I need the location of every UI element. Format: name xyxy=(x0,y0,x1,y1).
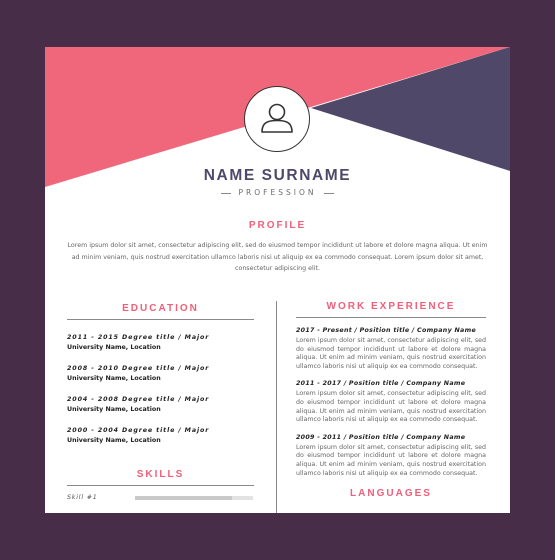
profile-text: Lorem ipsum dolor sit amet, consectetur adipiscing elit, sed do eiusmod tempor incididunt ut labore et dolore magna aliqua. Ut enim ad minim veniam, quis nostrud exercitation ullamco laboris nisi ut aliquip ex ea commodo consequat. Lorem ipsum dolor sit amet, consectetur adipiscing elit. xyxy=(67,242,488,272)
skill-bar-fill xyxy=(135,496,232,500)
education-item xyxy=(67,396,254,413)
education-period: 2011 - 2015 Degree title / Major xyxy=(67,334,210,341)
work-period: 2011 - 2017 / Position title / Company Name xyxy=(296,380,466,388)
avatar xyxy=(244,86,310,152)
candidate-profession xyxy=(45,188,510,197)
work-item xyxy=(296,380,486,424)
resume-page xyxy=(45,47,510,513)
skills-title: SKILLS xyxy=(67,469,254,486)
right-column xyxy=(296,301,486,499)
work-description: Lorem ipsum dolor sit amet, consectetur adipiscing elit, sed do eiusmod tempor incididunt ut labore et dolore magna aliqua. Ut enim ad minim veniam, quis nostrud exercitation ullamco laboris nisi ut aliquip ex ea commodo consequat. xyxy=(296,337,486,370)
education-institution: University Name, Location xyxy=(67,375,161,382)
work-item xyxy=(296,327,486,371)
education-institution: University Name, Location xyxy=(67,406,161,413)
work-period: 2009 - 2011 / Position title / Company Name xyxy=(296,433,466,441)
work-period: 2017 - Present / Position title / Company Name xyxy=(296,327,477,334)
person-icon xyxy=(257,99,297,139)
languages-title: LANGUAGES xyxy=(350,488,432,500)
education-institution: University Name, Location xyxy=(67,344,161,351)
education-period: 2004 - 2008 Degree title / Major xyxy=(67,396,210,403)
education-period: 2000 - 2004 Degree title / Major xyxy=(67,427,210,434)
work-description: Lorem ipsum dolor sit amet, consectetur adipiscing elit, sed do eiusmod tempor incididunt ut labore et dolore magna aliqua. Ut enim ad minim veniam, quis nostrud exercitation ullamco laboris nisi ut aliquip ex ea commodo consequat. xyxy=(296,390,486,424)
skill-name: Skill #1 xyxy=(67,494,98,501)
column-divider xyxy=(276,301,277,513)
education-item xyxy=(67,427,254,444)
education-title: EDUCATION xyxy=(67,303,254,320)
profile-title: PROFILE xyxy=(248,220,307,231)
education-item xyxy=(67,334,254,351)
candidate-name: NAME SURNAME xyxy=(203,167,352,184)
skill-bar xyxy=(135,496,253,500)
work-experience-title: WORK EXPERIENCE xyxy=(296,301,486,318)
work-item xyxy=(296,434,486,478)
education-institution: University Name, Location xyxy=(67,437,161,444)
left-column xyxy=(67,303,254,501)
skill-row xyxy=(67,494,254,501)
education-item xyxy=(67,365,254,382)
work-description: Lorem ipsum dolor sit amet, consectetur adipiscing elit, sed do eiusmod tempor incididunt ut labore et dolore magna aliqua. Ut enim ad minim veniam, quis nostrud exercitation ullamco laboris nisi ut aliquip ex ea commodo consequat. xyxy=(296,443,486,477)
profession-dash-right xyxy=(324,193,334,194)
education-period: 2008 - 2010 Degree title / Major xyxy=(67,365,210,372)
profession-dash-left xyxy=(221,193,231,194)
profession-text: PROFESSION xyxy=(238,188,317,197)
